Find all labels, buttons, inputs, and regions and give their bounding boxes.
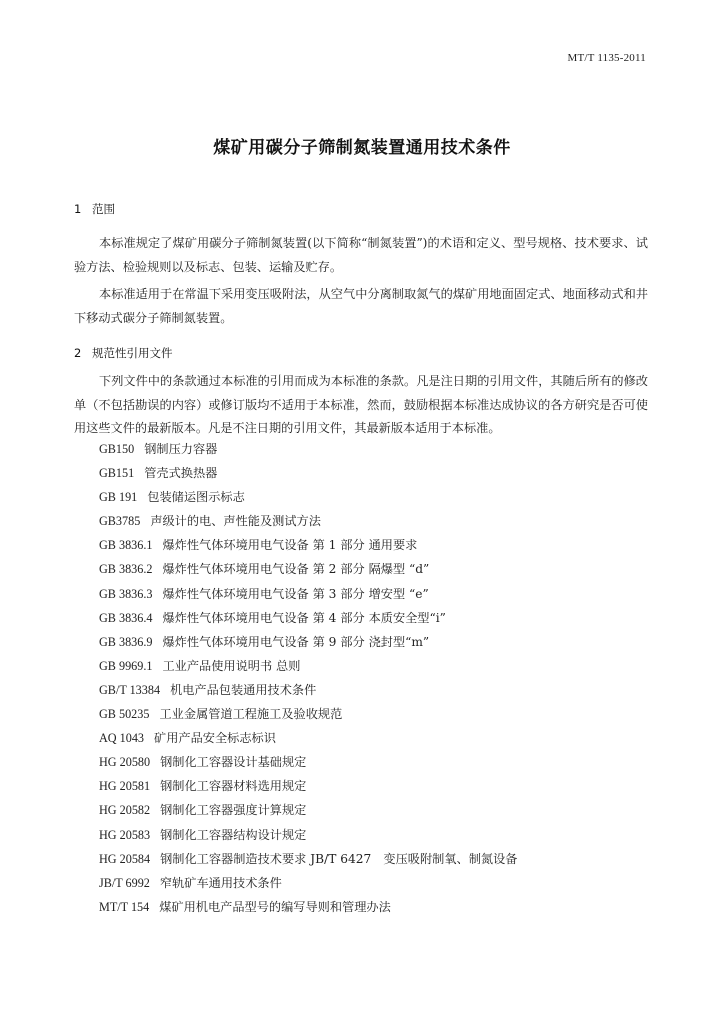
reference-title: 爆炸性气体环境用电气设备 第 9 部分 浇封型“m” xyxy=(162,634,430,649)
section-1-heading xyxy=(74,201,115,217)
section-title: 规范性引用文件 xyxy=(92,346,173,360)
references-intro-paragraph: 下列文件中的条款通过本标准的引用而成为本标准的条款。凡是注日期的引用文件，其随后所有的修改单（不包括勘误的内容）或修订版均不适用于本标准，然而，鼓励根据本标准达成协议的各方研究是否可使用这些文件的最新版本。凡是不注日期的引用文件，其最新版本适用于本标准。 xyxy=(74,374,648,435)
reference-title: 钢制化工容器材料选用规定 xyxy=(160,779,307,794)
section-title: 范围 xyxy=(92,202,115,216)
reference-item xyxy=(99,533,517,557)
reference-code: GB 9969.1 xyxy=(99,658,153,673)
reference-item xyxy=(99,678,517,702)
reference-title: 爆炸性气体环境用电气设备 第 3 部分 增安型 “e” xyxy=(162,586,429,601)
reference-title: 钢制化工容器结构设计规定 xyxy=(160,827,307,842)
reference-item xyxy=(99,557,517,581)
reference-title: 煤矿用机电产品型号的编写导则和管理办法 xyxy=(159,899,391,914)
reference-title: 钢制压力容器 xyxy=(144,442,218,456)
reference-code: GB 191 xyxy=(99,490,138,505)
reference-code: GB 3836.4 xyxy=(99,610,153,625)
reference-code: GB3785 xyxy=(99,514,141,529)
reference-item xyxy=(99,485,517,509)
reference-title: 爆炸性气体环境用电气设备 第 4 部分 本质安全型“i” xyxy=(162,610,446,625)
reference-code: JB/T 6992 xyxy=(99,875,150,890)
reference-item xyxy=(99,606,517,630)
reference-code: GB/T 13384 xyxy=(99,682,161,697)
reference-item xyxy=(99,461,517,485)
reference-title: 工业金属管道工程施工及验收规范 xyxy=(159,707,343,722)
reference-title: 管壳式换热器 xyxy=(144,466,218,481)
reference-item xyxy=(99,582,517,606)
reference-item xyxy=(99,437,517,461)
reference-code: HG 20582 xyxy=(99,803,151,818)
reference-title: 声级计的电、声性能及测试方法 xyxy=(150,514,321,529)
reference-code: HG 20580 xyxy=(99,755,151,770)
reference-item xyxy=(99,654,517,678)
reference-item xyxy=(99,823,517,847)
reference-item xyxy=(99,774,517,798)
reference-title: 钢制化工容器强度计算规定 xyxy=(160,803,307,818)
reference-item xyxy=(99,847,517,871)
reference-code: AQ 1043 xyxy=(99,731,145,746)
reference-item xyxy=(99,726,517,750)
reference-item xyxy=(99,871,517,895)
reference-title: 机电产品包装通用技术条件 xyxy=(170,682,317,697)
reference-title: 工业产品使用说明书 总则 xyxy=(162,658,301,673)
reference-item xyxy=(99,750,517,774)
reference-title: 矿用产品安全标志标识 xyxy=(154,731,276,746)
reference-code: GB 3836.2 xyxy=(99,562,153,577)
reference-code: HG 20581 xyxy=(99,779,151,794)
reference-title: 钢制化工容器制造技术要求 JB/T 6427 变压吸附制氧、制氮设备 xyxy=(160,851,518,866)
scope-paragraph: 本标准适用于在常温下采用变压吸附法，从空气中分离制取氮气的煤矿用地面固定式、地面移动式和井下移动式碳分子筛制氮装置。 xyxy=(74,287,648,325)
reference-title: 窄轨矿车通用技术条件 xyxy=(159,875,282,890)
reference-title: 爆炸性气体环境用电气设备 第 2 部分 隔爆型 “d” xyxy=(162,562,430,577)
reference-code: MT/T 154 xyxy=(99,899,150,914)
section-2-heading xyxy=(74,345,173,361)
scope-paragraph: 本标准规定了煤矿用碳分子筛制氮装置(以下简称“制氮装置”)的术语和定义、型号规格、技术要求、试验方法、检验规则以及标志、包装、运输及贮存。 xyxy=(74,236,648,274)
reference-item xyxy=(99,509,517,533)
reference-code: HG 20583 xyxy=(99,827,151,842)
reference-item xyxy=(99,630,517,654)
reference-list xyxy=(99,437,517,919)
reference-code: HG 20584 xyxy=(99,851,151,866)
reference-code: GB150 xyxy=(99,442,135,456)
section-number: 1 xyxy=(74,202,82,216)
reference-item xyxy=(99,702,517,726)
standard-code: MT/T 1135-2011 xyxy=(567,52,646,64)
reference-title: 钢制化工容器设计基础规定 xyxy=(160,755,307,770)
reference-item xyxy=(99,798,517,822)
reference-title: 包装储运图示标志 xyxy=(147,490,245,505)
section-number: 2 xyxy=(74,346,82,360)
reference-code: GB 3836.3 xyxy=(99,586,153,601)
reference-code: GB 50235 xyxy=(99,707,150,722)
reference-item xyxy=(99,895,517,919)
reference-code: GB 3836.1 xyxy=(99,538,153,553)
reference-code: GB151 xyxy=(99,466,135,481)
document-title: 煤矿用碳分子筛制氮装置通用技术条件 xyxy=(213,138,511,158)
reference-code: GB 3836.9 xyxy=(99,634,153,649)
reference-title: 爆炸性气体环境用电气设备 第 1 部分 通用要求 xyxy=(162,538,418,553)
